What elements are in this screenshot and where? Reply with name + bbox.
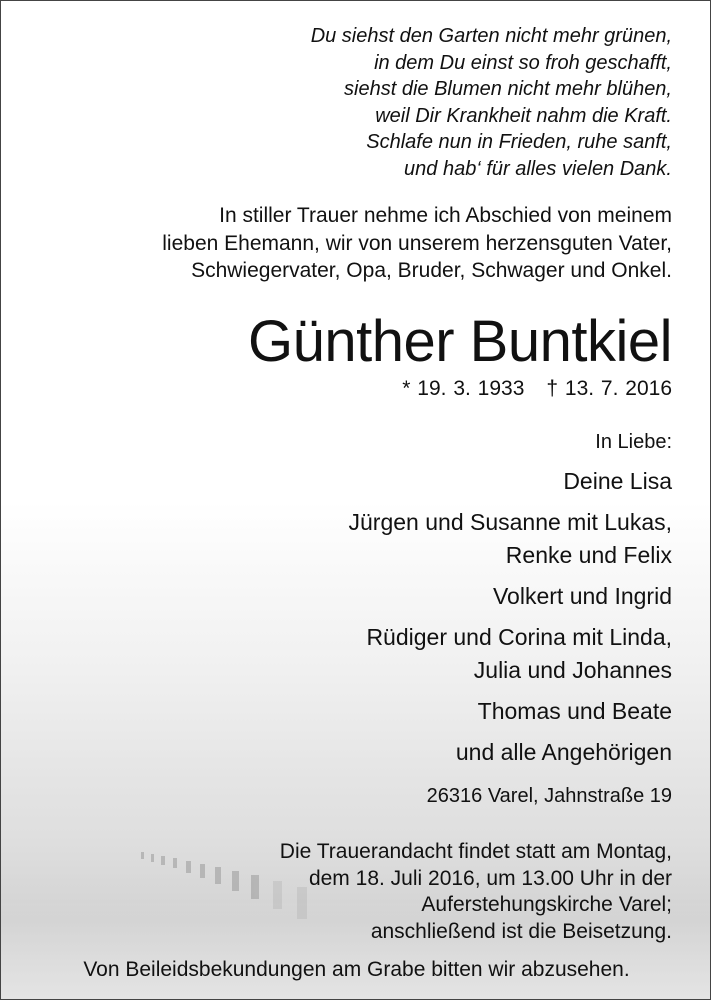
service-line: anschließend ist die Beisetzung. [370,919,672,943]
mourner-line: Renke und Felix [505,542,672,568]
mourner-group [349,580,672,613]
deceased-name: Günther Buntkiel [247,309,672,374]
mourner-line: Jürgen und Susanne mit Lukas, [348,509,672,535]
mourner-line: Thomas und Beate [477,698,672,724]
closing-note: Von Beileidsbekundungen am Grabe bitten wir abzusehen. [83,958,630,981]
mourner-group [349,736,672,769]
poem-line: in dem Du einst so froh geschafft, [374,51,672,74]
family-address: 26316 Varel, Jahnstraße 19 [426,785,672,807]
mourner-line: Julia und Johannes [473,657,672,683]
intro-line: Schwiegervater, Opa, Bruder, Schwager und Onkel. [191,259,672,282]
mourner-group [349,695,672,728]
service-line: Die Trauerandacht findet statt am Montag, [279,840,672,863]
poem-line: siehst die Blumen nicht mehr blühen, [344,78,672,100]
mourner-line: Deine Lisa [563,468,672,494]
mourner-group [349,621,672,687]
mourners-list [349,465,672,777]
intro-text [162,202,672,285]
intro-line: In stiller Trauer nehme ich Abschied von meinem [219,204,672,227]
intro-line: lieben Ehemann, wir von unserem herzensguten Vater, [162,231,672,255]
mourners-heading: In Liebe: [595,431,672,453]
mourner-group [349,465,672,498]
mourner-line: Rüdiger und Corina mit Linda, [366,624,672,650]
service-line: dem 18. Juli 2016, um 13.00 Uhr in der [308,866,672,890]
death-date: † 13. 7. 2016 [546,377,672,400]
poem-line: Schlafe nun in Frieden, ruhe sanft, [366,131,672,153]
service-line: Auferstehungskirche Varel; [421,893,672,917]
poem-line: und hab‘ für alles vielen Dank. [404,157,672,180]
mourner-line: und alle Angehörigen [455,739,672,765]
poem-line: Du siehst den Garten nicht mehr grünen, [310,25,672,47]
poem [311,23,672,182]
life-dates [402,375,672,403]
mourner-line: Volkert und Ingrid [492,583,672,609]
mourner-group [349,506,672,572]
birth-date: * 19. 3. 1933 [402,377,525,400]
service-info [280,839,672,945]
poem-line: weil Dir Krankheit nahm die Kraft. [375,104,672,127]
